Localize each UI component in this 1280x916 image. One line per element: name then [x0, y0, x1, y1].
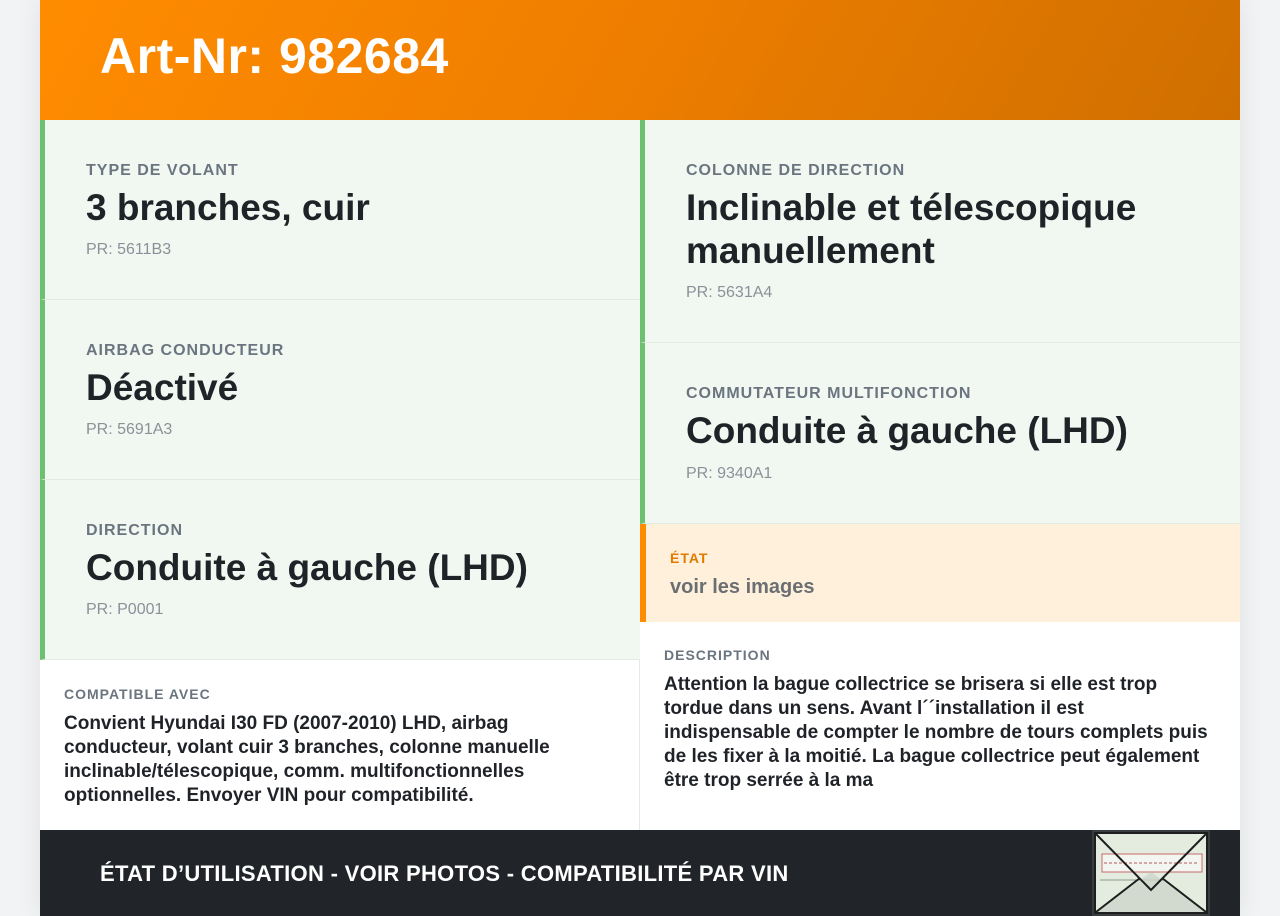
spec-label: AIRBAG CONDUCTEUR — [86, 342, 285, 359]
footer-text: ÉTAT D’UTILISATION - VOIR PHOTOS - COMPATIBILITÉ PAR VIN — [100, 861, 789, 886]
etat-section — [640, 524, 1240, 622]
spec-multifunction-switch — [640, 343, 1240, 524]
compatible-text: Convient Hyundai I30 FD (2007-2010) LHD, airbag conducteur, volant cuir 3 branches, colonne manuelle inclinable/télescopique, comm. multifonctionnelles optionnelles. Envoyer VIN pour compatibilité. — [64, 713, 550, 806]
spec-label: COMMUTATEUR MULTIFONCTION — [686, 385, 972, 402]
envelope-photo-icon — [1094, 832, 1208, 914]
spec-value: Inclinable et télescopique manuellement — [686, 187, 1137, 271]
spec-value: Conduite à gauche (LHD) — [686, 410, 1128, 451]
spec-value: 3 branches, cuir — [86, 187, 370, 228]
spec-pr-code: PR: 5631A4 — [686, 284, 773, 301]
etat-label: ÉTAT — [670, 550, 709, 566]
header-banner — [40, 0, 1240, 120]
column-divider — [639, 660, 640, 830]
spec-steering-wheel-type — [40, 120, 640, 300]
compatible-section — [64, 686, 614, 808]
spec-label: COLONNE DE DIRECTION — [686, 162, 906, 179]
product-card — [40, 0, 1240, 916]
spec-value: Déactivé — [86, 367, 239, 408]
article-number-title: Art-Nr: 982684 — [100, 28, 449, 84]
compatible-label: COMPATIBLE AVEC — [64, 686, 211, 702]
spec-value: Conduite à gauche (LHD) — [86, 547, 528, 588]
spec-label: TYPE DE VOLANT — [86, 162, 239, 179]
spec-steering-column — [640, 120, 1240, 343]
description-label: DESCRIPTION — [664, 647, 771, 663]
footer-bar — [40, 830, 1240, 916]
specs-left-column — [40, 120, 640, 806]
spec-pr-code: PR: 5611B3 — [86, 241, 172, 258]
description-text: Attention la bague collectrice se brisera si elle est trop tordue dans un sens. Avant l´´installation il est indispensable de compter le nombre de tours complets puis de les fixer à la moitié. La bague collectrice peut également être trop serrée à la ma — [664, 674, 1208, 791]
spec-pr-code: PR: 5691A3 — [86, 421, 173, 438]
product-photo-thumbnail[interactable] — [1092, 830, 1210, 916]
spec-direction — [40, 480, 640, 660]
description-section — [664, 647, 1214, 793]
spec-pr-code: PR: 9340A1 — [686, 465, 773, 482]
spec-pr-code: PR: P0001 — [86, 601, 164, 618]
spec-label: DIRECTION — [86, 522, 183, 539]
specs-right-column — [640, 120, 1240, 791]
etat-value: voir les images — [670, 576, 815, 598]
spec-driver-airbag — [40, 300, 640, 480]
